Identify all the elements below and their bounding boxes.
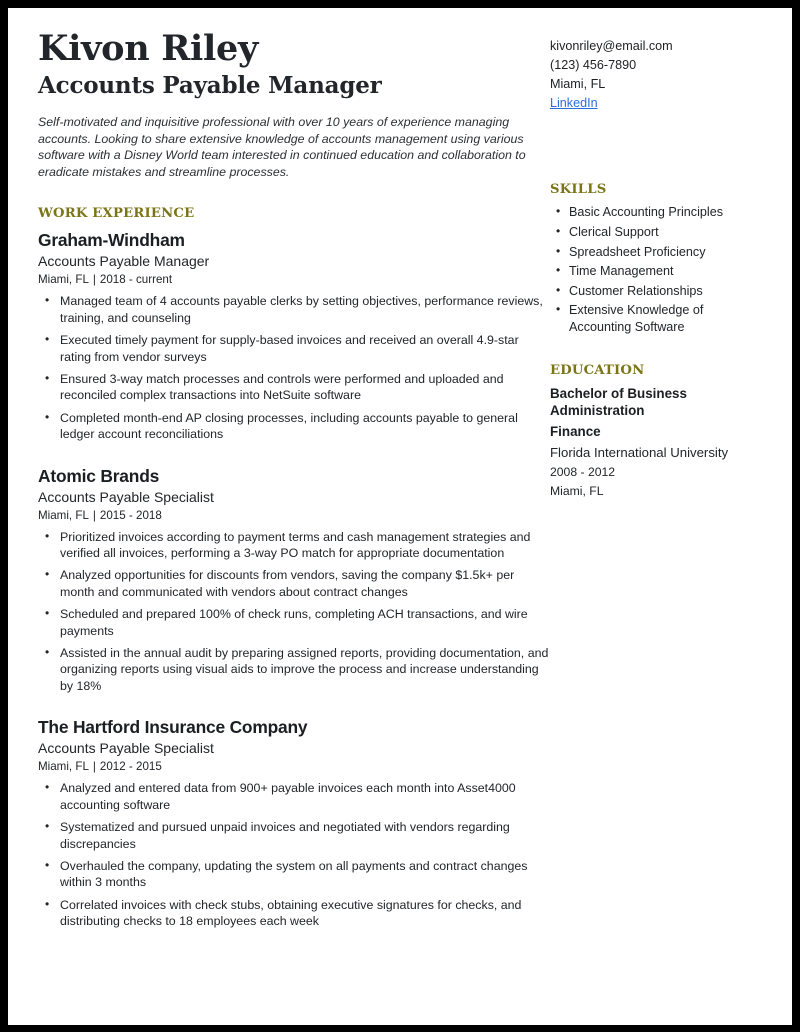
- education-school: Florida International University: [550, 444, 729, 460]
- education-entry: [550, 385, 764, 501]
- job-separator: |: [92, 760, 96, 774]
- job-bullet: • Executed timely payment for supply-based invoices and received an overall 4.9-star rating from vendor surveys: [38, 332, 550, 365]
- education-section: [550, 363, 764, 501]
- contact-email[interactable]: kivonriley@email.com: [550, 39, 673, 53]
- job-role: Accounts Payable Specialist: [38, 488, 214, 505]
- education-dates: 2008 - 2012: [550, 465, 616, 480]
- job-bullet: • Analyzed opportunities for discounts from vendors, saving the company $1.5k+ per month and communicated with vendors about contract changes: [38, 567, 550, 600]
- job-bullet: • Scheduled and prepared 100% of check runs, completing ACH transactions, and wire payments: [38, 606, 550, 639]
- job-meta: [38, 271, 550, 288]
- sidebar: [550, 180, 764, 500]
- job-meta: [38, 758, 550, 775]
- job-bullet: • Managed team of 4 accounts payable clerks by setting objectives, performance reviews, training, and counseling: [38, 293, 550, 326]
- contact-location: Miami, FL: [550, 77, 606, 91]
- job-bullet: • Ensured 3-way match processes and controls were performed and uploaded and reconciled complex transactions into NetSuite software: [38, 371, 550, 404]
- job-location: Miami, FL: [38, 508, 89, 522]
- job-bullet: • Overhauled the company, updating the system on all payments and contract changes within 3 months: [38, 858, 550, 891]
- skill-item: • Extensive Knowledge of Accounting Software: [550, 302, 764, 335]
- job-bullet: • Assisted in the annual audit by preparing assigned reports, providing documentation, and organizing reports using visual aids to improve the process and increase understanding by 18%: [38, 645, 550, 694]
- education-location: Miami, FL: [550, 484, 604, 499]
- job-location: Miami, FL: [38, 273, 89, 287]
- job-entry: [38, 716, 550, 929]
- resume-page: [8, 8, 792, 1025]
- job-bullet: • Prioritized invoices according to payment terms and cash management strategies and verified all invoices, performing a 3-way PO match for appropriate documentation: [38, 529, 550, 562]
- job-role: Accounts Payable Specialist: [38, 740, 214, 757]
- job-bullet: • Completed month-end AP closing processes, including accounts payable to general ledger account reconciliations: [38, 410, 550, 443]
- job-bullet: • Systematized and pursued unpaid invoices and negotiated with vendors regarding discrepancies: [38, 819, 550, 852]
- job-bullet: • Analyzed and entered data from 900+ payable invoices each month into Asset4000 accounting software: [38, 780, 550, 813]
- skill-item: • Spreadsheet Proficiency: [550, 244, 764, 261]
- job-bullets: [38, 780, 550, 929]
- job-separator: |: [92, 508, 96, 522]
- job-entry: [38, 465, 550, 695]
- job-separator: |: [92, 273, 96, 287]
- skill-item: • Basic Accounting Principles: [550, 204, 764, 221]
- job-bullet: • Correlated invoices with check stubs, obtaining executive signatures for checks, and distributing checks to 18 employees each week: [38, 897, 550, 930]
- job-dates: 2015 - 2018: [99, 508, 162, 522]
- job-dates: 2012 - 2015: [99, 760, 162, 774]
- job-company: The Hartford Insurance Company: [38, 717, 308, 738]
- job-bullets: [38, 293, 550, 442]
- professional-summary: Self-motivated and inquisitive professional with over 10 years of experience managing accounts. Looking to share extensive knowledge of accounts management using various software with a Disney World team interested in continued education and collaboration to eradicate mistakes and streamline processes.: [38, 115, 526, 179]
- job-company: Graham-Windham: [38, 230, 185, 251]
- skills-heading: SKILLS: [550, 182, 607, 198]
- job-company: Atomic Brands: [38, 465, 160, 486]
- job-entry: [38, 229, 550, 442]
- skills-list: [550, 204, 764, 335]
- skill-item: • Time Management: [550, 263, 764, 280]
- job-location: Miami, FL: [38, 760, 89, 774]
- contact-phone[interactable]: (123) 456-7890: [550, 58, 637, 72]
- job-dates: 2018 - current: [99, 273, 173, 287]
- education-degree: Bachelor of Business Administration: [550, 385, 687, 418]
- resume-content: [38, 29, 764, 936]
- education-heading: EDUCATION: [550, 362, 645, 378]
- body-row: [38, 180, 764, 935]
- header-row: [38, 29, 764, 180]
- work-experience-heading: WORK EXPERIENCE: [38, 206, 195, 222]
- skill-item: • Clerical Support: [550, 224, 764, 241]
- contact-block: [550, 29, 764, 113]
- skills-section: [550, 182, 764, 335]
- job-role: Accounts Payable Manager: [38, 253, 210, 270]
- job-meta: [38, 507, 550, 524]
- work-experience-section: [38, 180, 550, 935]
- education-field: Finance: [550, 424, 601, 440]
- candidate-name: Kivon Riley: [38, 28, 259, 69]
- job-bullets: [38, 529, 550, 695]
- linkedin-link[interactable]: LinkedIn: [550, 96, 598, 110]
- skill-item: • Customer Relationships: [550, 283, 764, 300]
- candidate-title: Accounts Payable Manager: [38, 72, 382, 99]
- header-identity: [38, 29, 550, 180]
- sidebar-spacer: [550, 339, 764, 363]
